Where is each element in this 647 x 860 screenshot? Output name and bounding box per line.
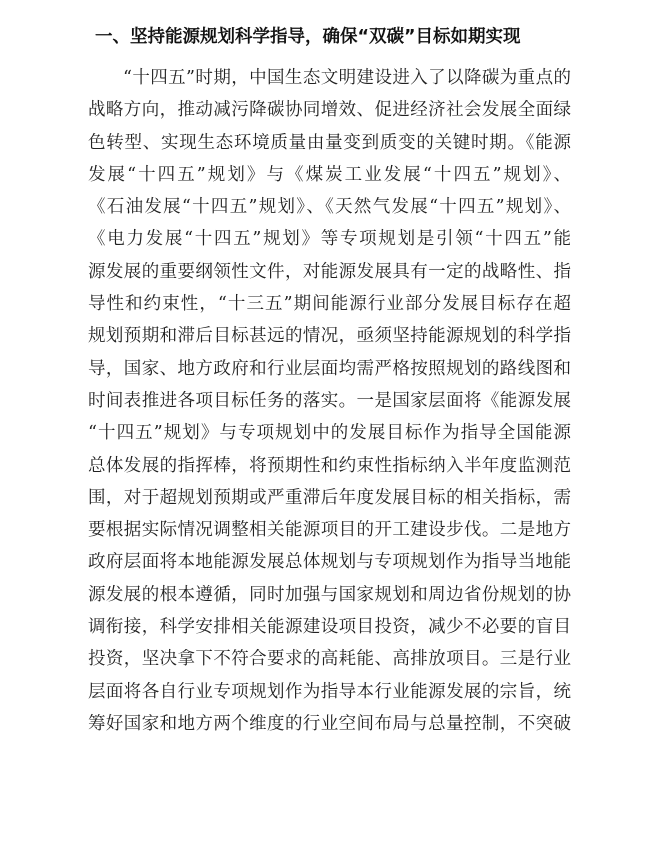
text-line: 源发展的根本遵循，同时加强与国家规划和周边省份规划的协 xyxy=(88,584,571,605)
text-line: 层面将各自行业专项规划作为指导本行业能源发展的宗旨，统 xyxy=(88,681,571,702)
text-line: 要根据实际情况调整相关能源项目的开工建设步伐。二是地方 xyxy=(88,520,571,541)
text-line: 色转型、实现生态环境质量由量变到质变的关键时期。《能源 xyxy=(88,132,571,153)
text-line: 投资，坚决拿下不符合要求的高耗能、高排放项目。三是行业 xyxy=(88,649,571,670)
text-line: 《电力发展“十四五”规划》等专项规划是引领“十四五”能 xyxy=(88,229,571,250)
text-line: 导性和约束性，“十三五”期间能源行业部分发展目标存在超 xyxy=(88,294,571,315)
text-line: 源发展的重要纲领性文件，对能源发展具有一定的战略性、指 xyxy=(88,261,571,282)
text-line: 战略方向，推动减污降碳协同增效、促进经济社会发展全面绿 xyxy=(88,100,571,121)
text-line: 导，国家、地方政府和行业层面均需严格按照规划的路线图和 xyxy=(88,358,571,379)
text-line: 总体发展的指挥棒，将预期性和约束性指标纳入半年度监测范 xyxy=(88,455,571,476)
text-line: 筹好国家和地方两个维度的行业空间布局与总量控制，不突破 xyxy=(88,713,571,734)
text-line: 时间表推进各项目标任务的落实。一是国家层面将《能源发展 xyxy=(88,390,571,411)
text-line: 规划预期和滞后目标甚远的情况，亟须坚持能源规划的科学指 xyxy=(88,326,571,347)
text-line: “十四五”时期，中国生态文明建设进入了以降碳为重点的 xyxy=(123,68,571,88)
text-line: “十四五”规划》与专项规划中的发展目标作为指导全国能源 xyxy=(88,423,571,444)
text-line: 发展“十四五”规划》与《煤炭工业发展“十四五”规划》、 xyxy=(88,164,571,185)
text-line: 《石油发展“十四五”规划》、《天然气发展“十四五”规划》、 xyxy=(88,197,571,218)
body-paragraph xyxy=(88,62,571,740)
text-line: 调衔接，科学安排相关能源建设项目投资，减少不必要的盲目 xyxy=(88,617,571,638)
section-heading: 一、坚持能源规划科学指导，确保“双碳”目标如期实现 xyxy=(95,27,521,47)
text-line: 围，对于超规划预期或严重滞后年度发展目标的相关指标，需 xyxy=(88,487,571,508)
text-line: 政府层面将本地能源发展总体规划与专项规划作为指导当地能 xyxy=(88,552,571,573)
